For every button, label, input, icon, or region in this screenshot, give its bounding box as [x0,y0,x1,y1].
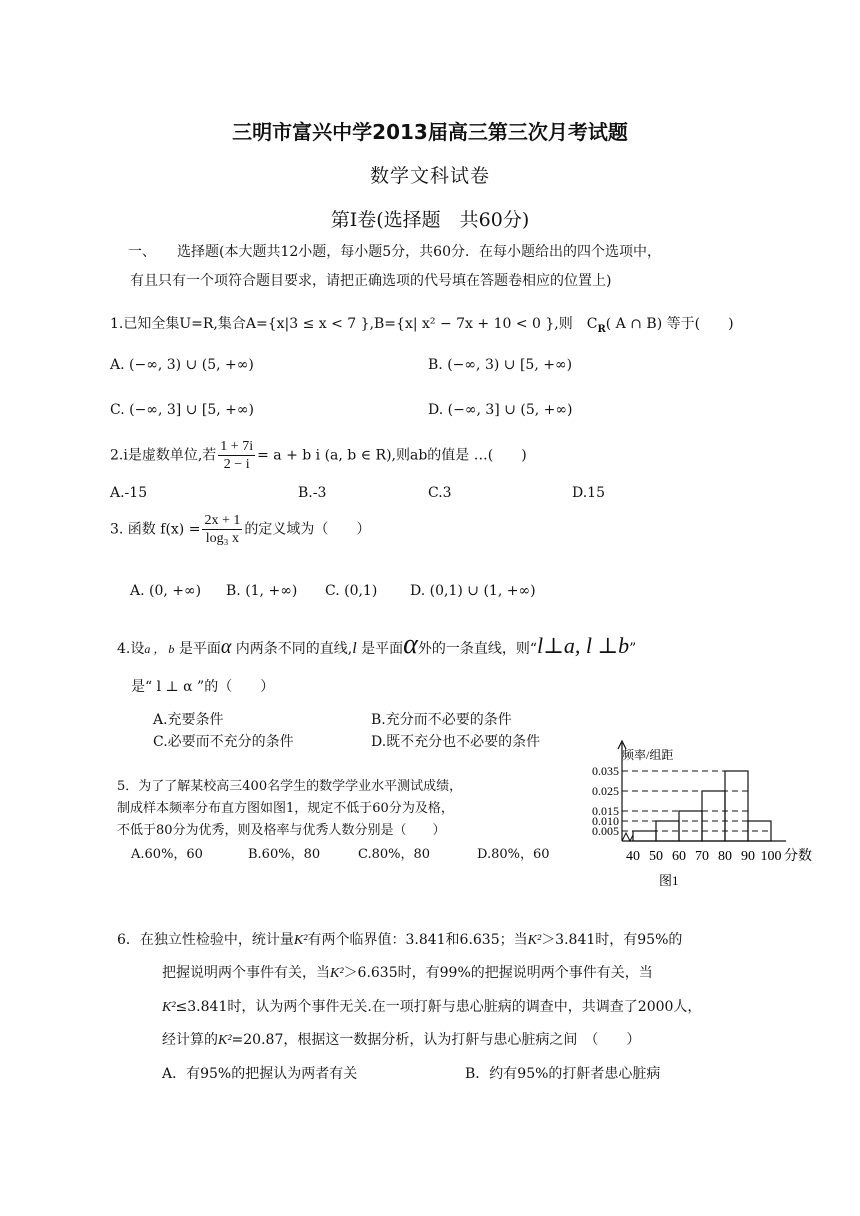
q4-text-a: 4.设 [117,641,145,657]
histogram-bar-70-80 [702,791,725,841]
q4-text-g: 外的一条直线，则“ [417,641,538,657]
q4-alpha: α [220,636,232,658]
q3-stem-post: 的定义域为（ ） [244,521,371,538]
q6-line-4 [162,1029,640,1049]
q6-k2-c: K² [330,966,344,981]
q1-option-a: A. (−∞, 3) ∪ (5, +∞) [110,357,254,373]
q6-line-2-post: ＞6.635时，有99%的把握说明两个事件有关，当 [343,965,653,981]
q1-option-d: D. (−∞, 3] ∪ (5, +∞) [428,402,573,418]
q6-k2-d: K² [162,1000,176,1015]
question-2-stem [110,438,527,473]
q6-k2-e: K² [218,1033,232,1048]
q4-text-h: ” [629,641,637,657]
q1-stem-tail: ( A ∩ B) 等于( ) [605,316,734,332]
q2-option-b: B.-3 [298,485,327,501]
exam-title: 三明市富兴中学2013届高三第三次月考试题 [232,120,628,144]
q6-line-1-post: 有两个临界值：3.841和6.635；当 [307,932,528,948]
q3-fraction-denominator: log₃ x [205,531,240,546]
q6-line-3-post: ≤3.841时，认为两个事件无关.在一项打鼾与患心脏病的调查中，共调查了2000人， [175,999,702,1015]
q4-alpha-large: α [403,629,418,660]
histogram-x-label: 分数 [784,849,812,864]
histogram-y-ticks [592,764,619,838]
question-4-stem-line-2: 是“ l ⊥ α ”的（ ） [131,679,275,695]
q6-line-4-pre: 经计算的 [162,1032,218,1048]
histogram-bar-40-50 [633,831,656,841]
q6-line-2 [162,962,653,982]
x-tick-label: 100 [760,849,782,864]
q5-option-c: C.80%，80 [358,847,431,862]
q2-option-c: C.3 [428,485,452,501]
q3-fraction [202,512,242,547]
y-tick-label: 0.015 [592,804,619,818]
q6-line-2-pre: 把握说明两个事件有关，当 [162,965,330,981]
q5-line-1: 5．为了了解某校高三400名学生的数学学业水平测试成绩， [117,779,463,794]
q6-line-1 [117,929,682,949]
q6-line-4-post: =20.87，根据这一数据分析，认为打鼾与患心脏病之间 （ ） [231,1032,641,1048]
q3-option-b: B. (1, +∞) [226,583,298,599]
q3-option-c: C. (0,1) [325,583,378,599]
q4-option-c: C.必要而不充分的条件 [153,734,294,750]
frequency-histogram [560,735,820,895]
q1-stem-text: 1.已知全集U=R,集合A={x|3 ≤ x < 7 },B={x| x² − 7x + 10 < 0 },则 C [110,316,598,332]
x-tick-label: 40 [626,849,640,864]
q4-condition: l⊥a, l ⊥b [537,633,630,658]
q5-line-2: 制成样本频率分布直方图如图1，规定不低于60分为及格， [117,801,454,816]
q6-option-a: A．有95%的把握认为两者有关 [162,1066,358,1082]
q4-text-c: 是平面 [178,641,221,657]
q1-stem-subscript: R [597,323,606,335]
q4-option-d: D.既不充分也不必要的条件 [371,734,541,750]
histogram-x-ticks [626,849,782,864]
q2-option-d: D.15 [572,485,605,501]
q2-fraction [218,438,255,473]
question-4-stem-line-1 [117,629,636,661]
histogram-dashed-guides [622,771,771,831]
q6-line-3 [162,996,701,1016]
y-tick-label: 0.010 [592,814,619,828]
y-tick-label: 0.035 [592,764,619,778]
q3-stem-pre: 3. 函数 f(x) = [110,521,201,538]
figure-caption: 图1 [659,873,679,888]
question-1-stem [110,313,734,335]
q5-line-3: 不低于80分为优秀，则及格率与优秀人数分别是（ ） [117,823,446,838]
question-3-stem [110,512,370,547]
q6-k2-a: K² [293,933,308,948]
q6-line-1-post2: ＞3.841时，有95%的 [541,932,683,948]
x-tick-label: 90 [741,849,755,864]
q2-stem-pre: 2.i是虚数单位,若 [110,447,217,464]
x-tick-label: 60 [672,849,686,864]
exam-subtitle: 数学文科试卷 [369,165,490,187]
q3-option-d: D. (0,1) ∪ (1, +∞) [410,583,536,599]
instructions-line-1: 一、 选择题(本大题共12小题，每小题5分，共60分．在每小题给出的四个选项中， [128,244,661,260]
q3-option-a: A. (0, +∞) [130,583,202,599]
q1-option-b: B. (−∞, 3) ∪ [5, +∞) [428,357,573,373]
q4-option-a: A.充要条件 [153,712,224,728]
q4-text-f: 是平面 [361,641,404,657]
q5-option-a: A.60%，60 [131,847,203,862]
q6-option-b: B．约有95%的打鼾者患心脏病 [465,1066,661,1082]
instructions-line-2: 有且只有一个项符合题目要求，请把正确选项的代号填在答题卷相应的位置上) [130,273,612,289]
q3-fraction-numerator: 2x + 1 [204,513,241,528]
axis-break-mark [622,833,633,841]
q5-option-d: D.80%，60 [477,847,550,862]
q6-k2-b: K² [527,933,542,948]
q6-line-1-pre: 6．在独立性检验中，统计量 [117,932,294,948]
x-tick-label: 70 [695,849,709,864]
x-tick-label: 80 [718,849,732,864]
histogram-y-label: 频率/组距 [622,748,674,762]
q4-option-b: B.充分而不必要的条件 [371,712,512,728]
q4-text-d: 内两条不同的直线, [235,641,353,657]
histogram-bar-60-70 [679,811,702,841]
section-title: 第Ⅰ卷(选择题 共60分) [330,209,530,231]
q1-option-c: C. (−∞, 3] ∪ [5, +∞) [110,402,254,418]
q4-line-l: l [352,640,357,657]
q2-fraction-denominator: 2 − i [223,457,250,472]
q2-fraction-numerator: 1 + 7i [220,439,254,454]
y-tick-label: 0.025 [592,784,619,798]
q5-option-b: B.60%，80 [248,847,321,862]
x-tick-label: 50 [649,849,663,864]
q4-lines-ab: a ， b [144,642,175,656]
q2-option-a: A.-15 [110,485,148,501]
q2-stem-post: = a + b i (a, b ∈ R),则ab的值是 …( ) [257,447,527,464]
y-tick-label: 0.005 [592,824,619,838]
